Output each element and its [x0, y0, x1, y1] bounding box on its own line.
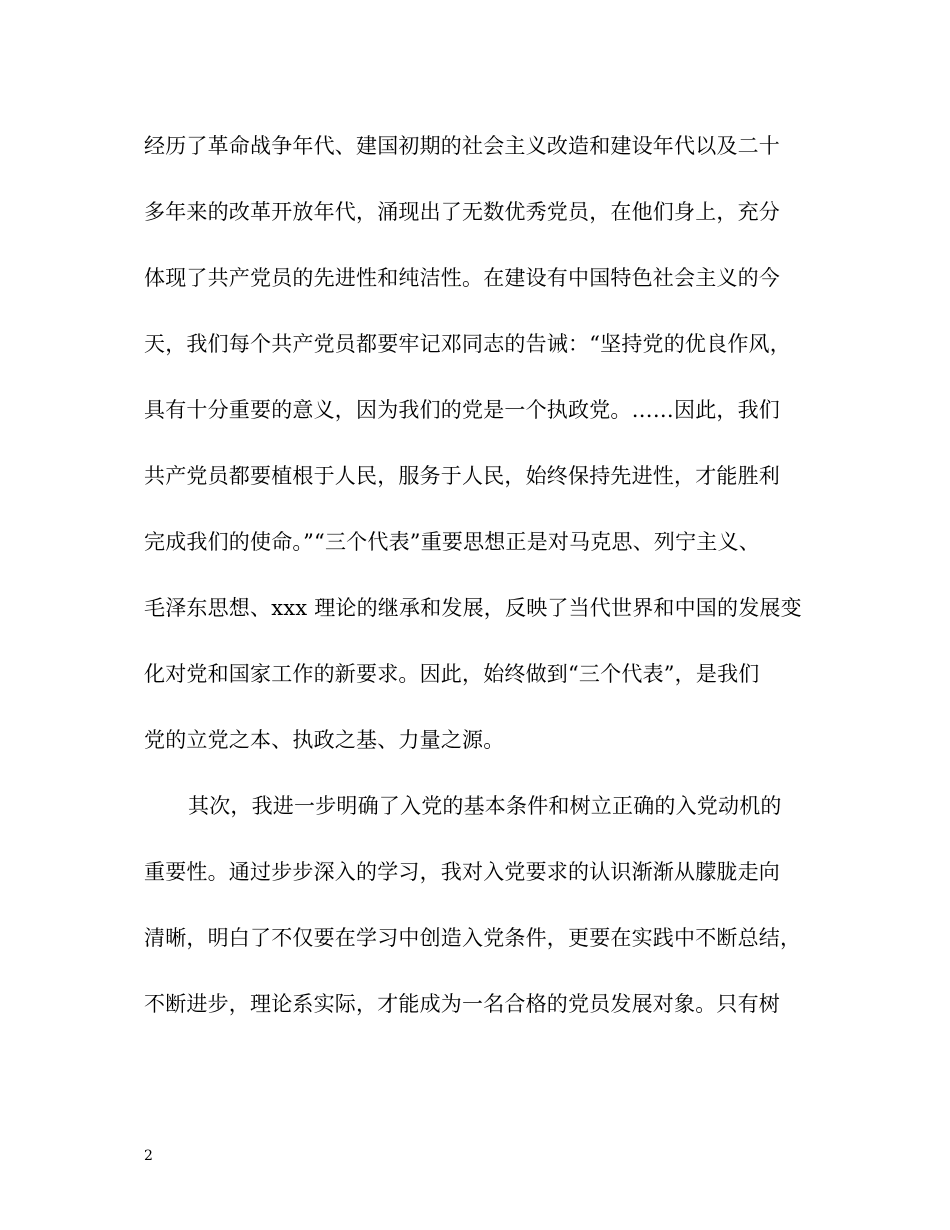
text-line: 重要性。通过步步深入的学习，我对入党要求的认识渐渐从朦胧走向: [144, 860, 780, 884]
text-line: 天，我们每个共产党员都要牢记邓同志的告诫：“坚持党的优良作风，: [144, 332, 791, 356]
text-line: 多年来的改革开放年代，涌现出了无数优秀党员，在他们身上，充分: [144, 200, 780, 224]
text-line: 党的立党之本、执政之基、力量之源。: [144, 728, 505, 752]
text-line: 化对党和国家工作的新要求。因此，始终做到“三个代表”，是我们: [144, 662, 760, 686]
text-line: 不断进步，理论系实际，才能成为一名合格的党员发展对象。只有树: [144, 992, 780, 1016]
text-line: 具有十分重要的意义，因为我们的党是一个执政党。……因此，我们: [144, 398, 780, 422]
text-line: 经历了革命战争年代、建国初期的社会主义改造和建设年代以及二十: [144, 134, 780, 158]
text-line: 体现了共产党员的先进性和纯洁性。在建设有中国特色社会主义的今: [144, 266, 780, 290]
page-number: 2: [144, 1148, 153, 1164]
text-line: 共产党员都要植根于人民，服务于人民，始终保持先进性，才能胜利: [144, 464, 780, 488]
body-text: [144, 116, 814, 1040]
text-line: 完成我们的使命。”“三个代表”重要思想正是对马克思、列宁主义、: [144, 530, 760, 554]
text-line: 清晰，明白了不仅要在学习中创造入党条件，更要在实践中不断总结，: [144, 926, 802, 950]
paragraph-start-line: 其次，我进一步明确了入党的基本条件和树立正确的入党动机的: [188, 794, 782, 818]
text-line: 毛泽东思想、xxx 理论的继承和发展，反映了当代世界和中国的发展变: [144, 596, 802, 620]
